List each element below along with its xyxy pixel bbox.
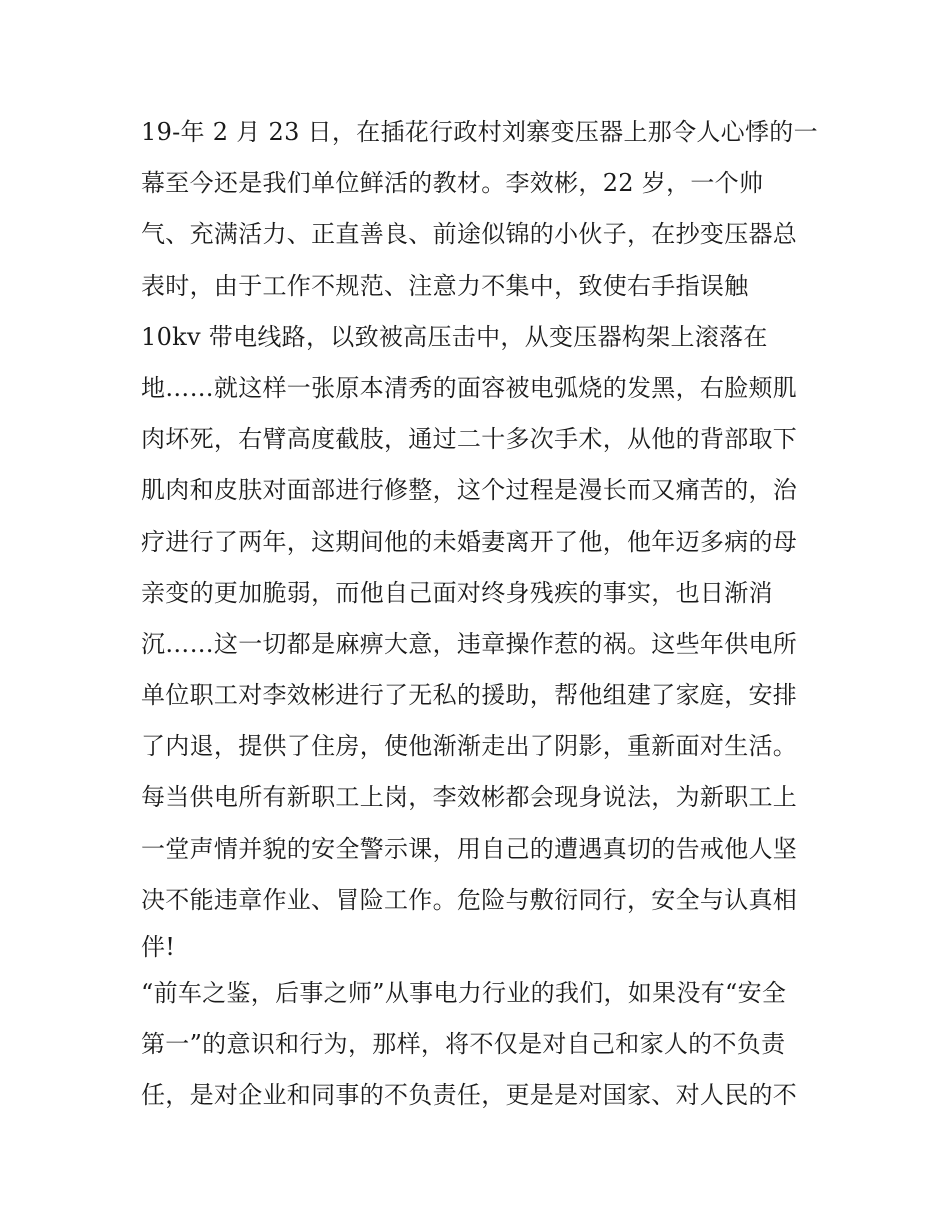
text-line: 表时，由于工作不规范、注意力不集中，致使右手指误触 (141, 271, 749, 300)
text-line: 亲变的更加脆弱，而他自己面对终身残疾的事实，也日渐消 (141, 578, 773, 607)
text-line: 第一”的意识和行为，那样，将不仅是对自己和家人的不负责 (141, 1030, 786, 1059)
text-line: 沉……这一切都是麻痹大意，违章操作惹的祸。这些年供电所 (141, 629, 798, 658)
text-line: 疗进行了两年，这期间他的未婚妻离开了他，他年迈多病的母 (141, 527, 798, 556)
text-line: 每当供电所有新职工上岗，李效彬都会现身说法，为新职工上 (141, 783, 798, 812)
text-line: 伴! (141, 933, 176, 961)
text-line: 一堂声情并貌的安全警示课，用自己的遭遇真切的告戒他人坚 (141, 834, 798, 863)
text-line: 单位职工对李效彬进行了无私的援助，帮他组建了家庭，安排 (141, 681, 798, 710)
body-text (141, 107, 831, 1122)
text-line: 肉坏死，右臂高度截肢，通过二十多次手术，从他的背部取下 (141, 425, 798, 454)
text-line: 了内退，提供了住房，使他渐渐走出了阴影，重新面对生活。 (141, 732, 798, 761)
text-line: 肌肉和皮肤对面部进行修整，这个过程是漫长而又痛苦的，治 (141, 476, 798, 505)
text-line: 决不能违章作业、冒险工作。危险与敷衍同行，安全与认真相 (141, 885, 798, 914)
text-line: 任，是对企业和同事的不负责任，更是是对国家、对人民的不 (141, 1081, 798, 1110)
text-line: 地……就这样一张原本清秀的面容被电弧烧的发黑，右脸颊肌 (141, 373, 798, 402)
text-line: 气、充满活力、正直善良、前途似锦的小伙子，在抄变压器总 (141, 220, 798, 249)
text-line: 10kv 带电线路，以致被高压击中，从变压器构架上滚落在 (141, 322, 768, 351)
text-line: 19-年 2 月 23 日，在插花行政村刘寨变压器上那令人心悸的一 (141, 118, 818, 146)
text-line: 幕至今还是我们单位鲜活的教材。李效彬，22 岁，一个帅 (141, 169, 764, 198)
text-line: “前车之鉴，后事之师”从事电力行业的我们，如果没有“安全 (141, 979, 787, 1007)
